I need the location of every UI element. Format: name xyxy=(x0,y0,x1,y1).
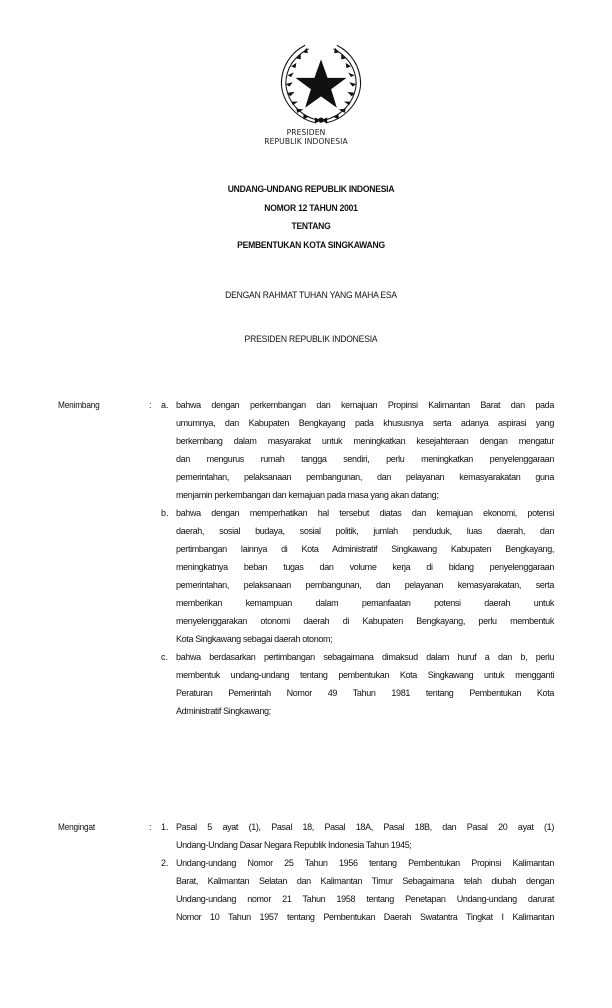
section-colon: : xyxy=(149,822,152,832)
office-line-president: PRESIDEN xyxy=(286,128,326,137)
text-line: membentuk undang-undang tentang pembentukan Kota Singkawang untuk mengganti xyxy=(176,670,554,680)
law-subject: PEMBENTUKAN KOTA SINGKAWANG xyxy=(237,240,385,250)
list-item-menimbang-b xyxy=(176,504,554,648)
section-label-menimbang: Menimbang xyxy=(58,400,100,410)
text-line: bahwa dengan memperhatikan hal tersebut diatas dan kemajuan ekonomi, potensi xyxy=(176,508,554,518)
text-line: memberikan kemampuan dalam pemanfaatan potensi daerah untuk xyxy=(176,598,554,608)
text-line: berkembang dalam masyarakat untuk meningkatkan kesejahteraan dengan mengatur xyxy=(176,436,554,446)
text-line: bahwa berdasarkan pertimbangan sebagaimana dimaksud dalam huruf a dan b, perlu xyxy=(176,652,554,662)
text-line: Administratif Singkawang; xyxy=(176,706,271,716)
item-marker: 1. xyxy=(161,822,169,832)
list-item-menimbang-a xyxy=(176,396,554,504)
text-line: pemerintahan, pelaksanaan pembangunan, dan pelayanan kemasyarakatan, serta xyxy=(176,580,554,590)
list-item-mengingat-2 xyxy=(176,854,554,926)
text-line: dan mengurus rumah tangga sendiri, perlu meningkatkan penyelenggaraan xyxy=(176,454,554,464)
text-line: Undang-undang nomor 21 Tahun 1958 tentang Penetapan Undang-undang darurat xyxy=(176,894,554,904)
text-line: Pasal 5 ayat (1), Pasal 18, Pasal 18A, Pasal 18B, dan Pasal 20 ayat (1) xyxy=(176,822,554,832)
law-number: NOMOR 12 TAHUN 2001 xyxy=(264,203,358,213)
section-colon: : xyxy=(149,400,152,410)
text-line: Nomor 10 Tahun 1957 tentang Pembentukan Daerah Swatantra Tingkat I Kalimantan xyxy=(176,912,554,922)
text-line: daerah, sosial budaya, sosial politik, jumlah penduduk, luas daerah, dan xyxy=(176,526,554,536)
list-item-menimbang-c xyxy=(176,648,554,720)
presidential-emblem-icon xyxy=(277,40,365,128)
item-marker: 2. xyxy=(161,858,169,868)
section-label-mengingat: Mengingat xyxy=(58,822,96,832)
item-marker: c. xyxy=(161,652,169,662)
text-line: pertimbangan lainnya di Kota Administratif Singkawang Kabupaten Bengkayang, xyxy=(176,544,554,554)
text-line: menjamin perkembangan dan kemajuan pada masa yang akan datang; xyxy=(176,490,439,500)
text-line: Peraturan Pemerintah Nomor 49 Tahun 1981 tentang Pembentukan Kota xyxy=(176,688,554,698)
text-line: meningkatnya beban tugas dan volume kerja di bidang penyelenggaraan xyxy=(176,562,554,572)
text-line: umumnya, dan Kabupaten Bengkayang pada khususnya serta adanya aspirasi yang xyxy=(176,418,554,428)
text-line: bahwa dengan perkembangan dan kemajuan Propinsi Kalimantan Barat dan pada xyxy=(176,400,554,410)
issuer: PRESIDEN REPUBLIK INDONESIA xyxy=(244,334,378,344)
text-line: pemerintahan, pelaksanaan pembangunan, dan pelayanan kemasyarakatan guna xyxy=(176,472,554,482)
item-marker: a. xyxy=(161,400,169,410)
text-line: menyelenggarakan otonomi daerah di Kabupaten Bengkayang, perlu membentuk xyxy=(176,616,554,626)
office-line-republic: REPUBLIK INDONESIA xyxy=(264,137,348,146)
item-marker: b. xyxy=(161,508,169,518)
law-title: UNDANG-UNDANG REPUBLIK INDONESIA xyxy=(227,184,395,194)
text-line: Undang-Undang Dasar Negara Republik Indonesia Tahun 1945; xyxy=(176,840,412,850)
text-line: Kota Singkawang sebagai daerah otonom; xyxy=(176,634,333,644)
law-about-label: TENTANG xyxy=(291,221,331,231)
invocation: DENGAN RAHMAT TUHAN YANG MAHA ESA xyxy=(225,290,397,300)
text-line: Undang-undang Nomor 25 Tahun 1956 tentang Pembentukan Propinsi Kalimantan xyxy=(176,858,554,868)
text-line: Barat, Kalimantan Selatan dan Kalimantan Timur Sebagaimana telah diubah dengan xyxy=(176,876,554,886)
list-item-mengingat-1 xyxy=(176,818,554,854)
